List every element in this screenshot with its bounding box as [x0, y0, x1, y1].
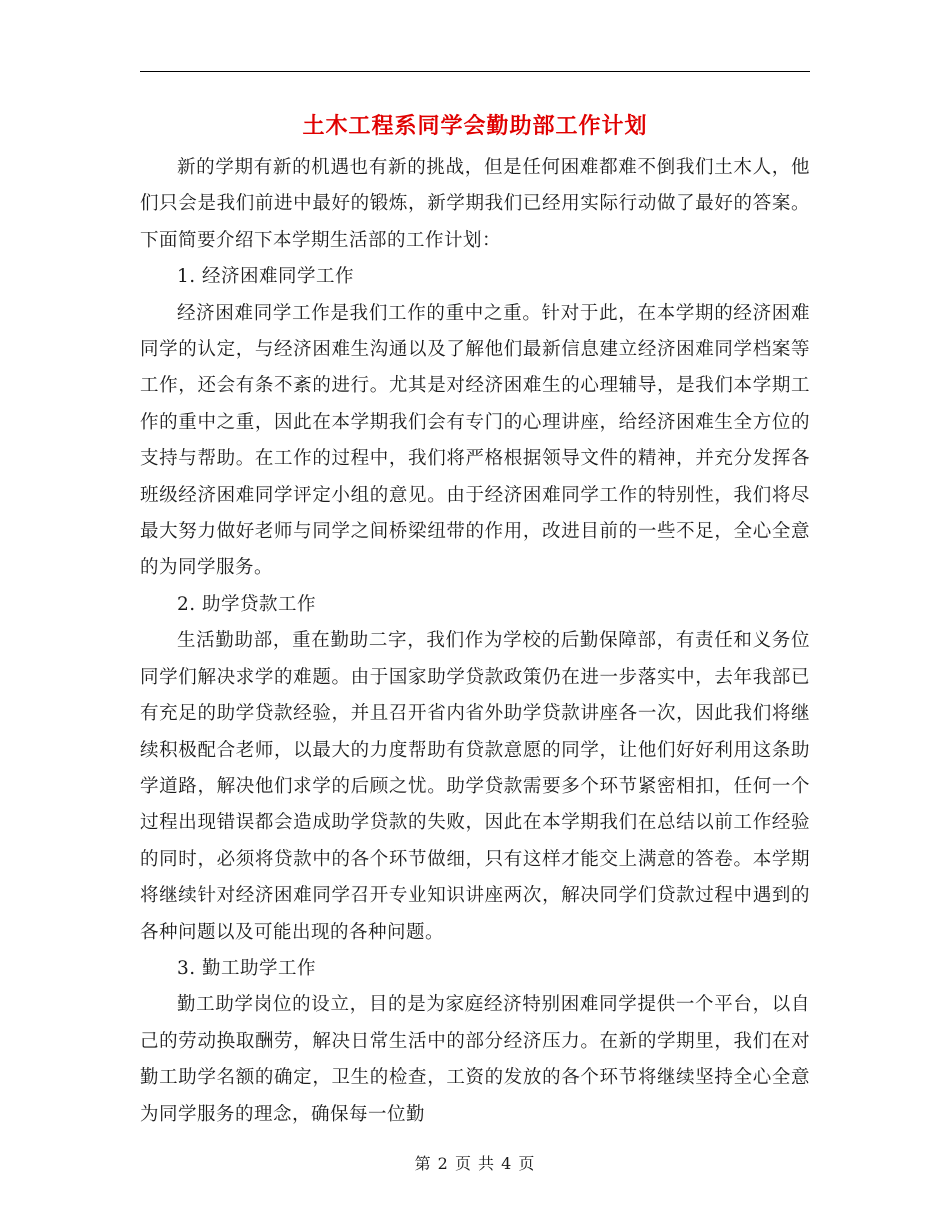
document-body [140, 150, 810, 1133]
section-heading-1: 1. 经济困难同学工作 [177, 266, 355, 288]
section-paragraph-3: 勤工助学岗位的设立，目的是为家庭经济特别困难同学提供一个平台，以自己的劳动换取酬劳，解决日常生活中的部分经济压力。在新的学期里，我们在对勤工助学名额的确定，卫生的检查，工资的发放的各个环节将继续坚持全心全意为同学服务的理念，确保每一位勤 [140, 994, 810, 1125]
intro-paragraph: 新的学期有新的机遇也有新的挑战，但是任何困难都难不倒我们土木人，他们只会是我们前进中最好的锻炼，新学期我们已经用实际行动做了最好的答案。下面简要介绍下本学期生活部的工作计划： [140, 157, 810, 251]
section-heading-3: 3. 勤工助学工作 [177, 957, 317, 979]
section-paragraph-2: 生活勤助部，重在勤助二字，我们作为学校的后勤保障部，有责任和义务位同学们解决求学的难题。由于国家助学贷款政策仍在进一步落实中，去年我部已有充足的助学贷款经验，并且召开省内省外助学贷款讲座各一次，因此我们将继续积极配合老师，以最大的力度帮助有贷款意愿的同学，让他们好好利用这条助学道路，解决他们求学的后顾之忧。助学贷款需要多个环节紧密相扣，任何一个过程出现错误都会造成助学贷款的失败，因此在本学期我们在总结以前工作经验的同时，必须将贷款中的各个环节做细，只有这样才能交上满意的答卷。本学期将继续针对经济困难同学召开专业知识讲座两次，解决同学们贷款过程中遇到的各种问题以及可能出现的各种问题。 [140, 630, 810, 943]
header-rule [140, 71, 810, 72]
section-heading-2: 2. 助学贷款工作 [177, 593, 317, 615]
document-title: 土木工程系同学会勤助部工作计划 [302, 113, 648, 139]
page-number: 第 2 页 共 4 页 [414, 1154, 536, 1173]
section-paragraph-1: 经济困难同学工作是我们工作的重中之重。针对于此，在本学期的经济困难同学的认定，与经济困难生沟通以及了解他们最新信息建立经济困难同学档案等工作，还会有条不紊的进行。尤其是对经济困难生的心理辅导，是我们本学期工作的重中之重，因此在本学期我们会有专门的心理讲座，给经济困难生全方位的支持与帮助。在工作的过程中，我们将严格根据领导文件的精神，并充分发挥各班级经济困难同学评定小组的意见。由于经济困难同学工作的特别性，我们将尽最大努力做好老师与同学之间桥梁纽带的作用，改进目前的一些不足，全心全意的为同学服务。 [140, 302, 810, 579]
